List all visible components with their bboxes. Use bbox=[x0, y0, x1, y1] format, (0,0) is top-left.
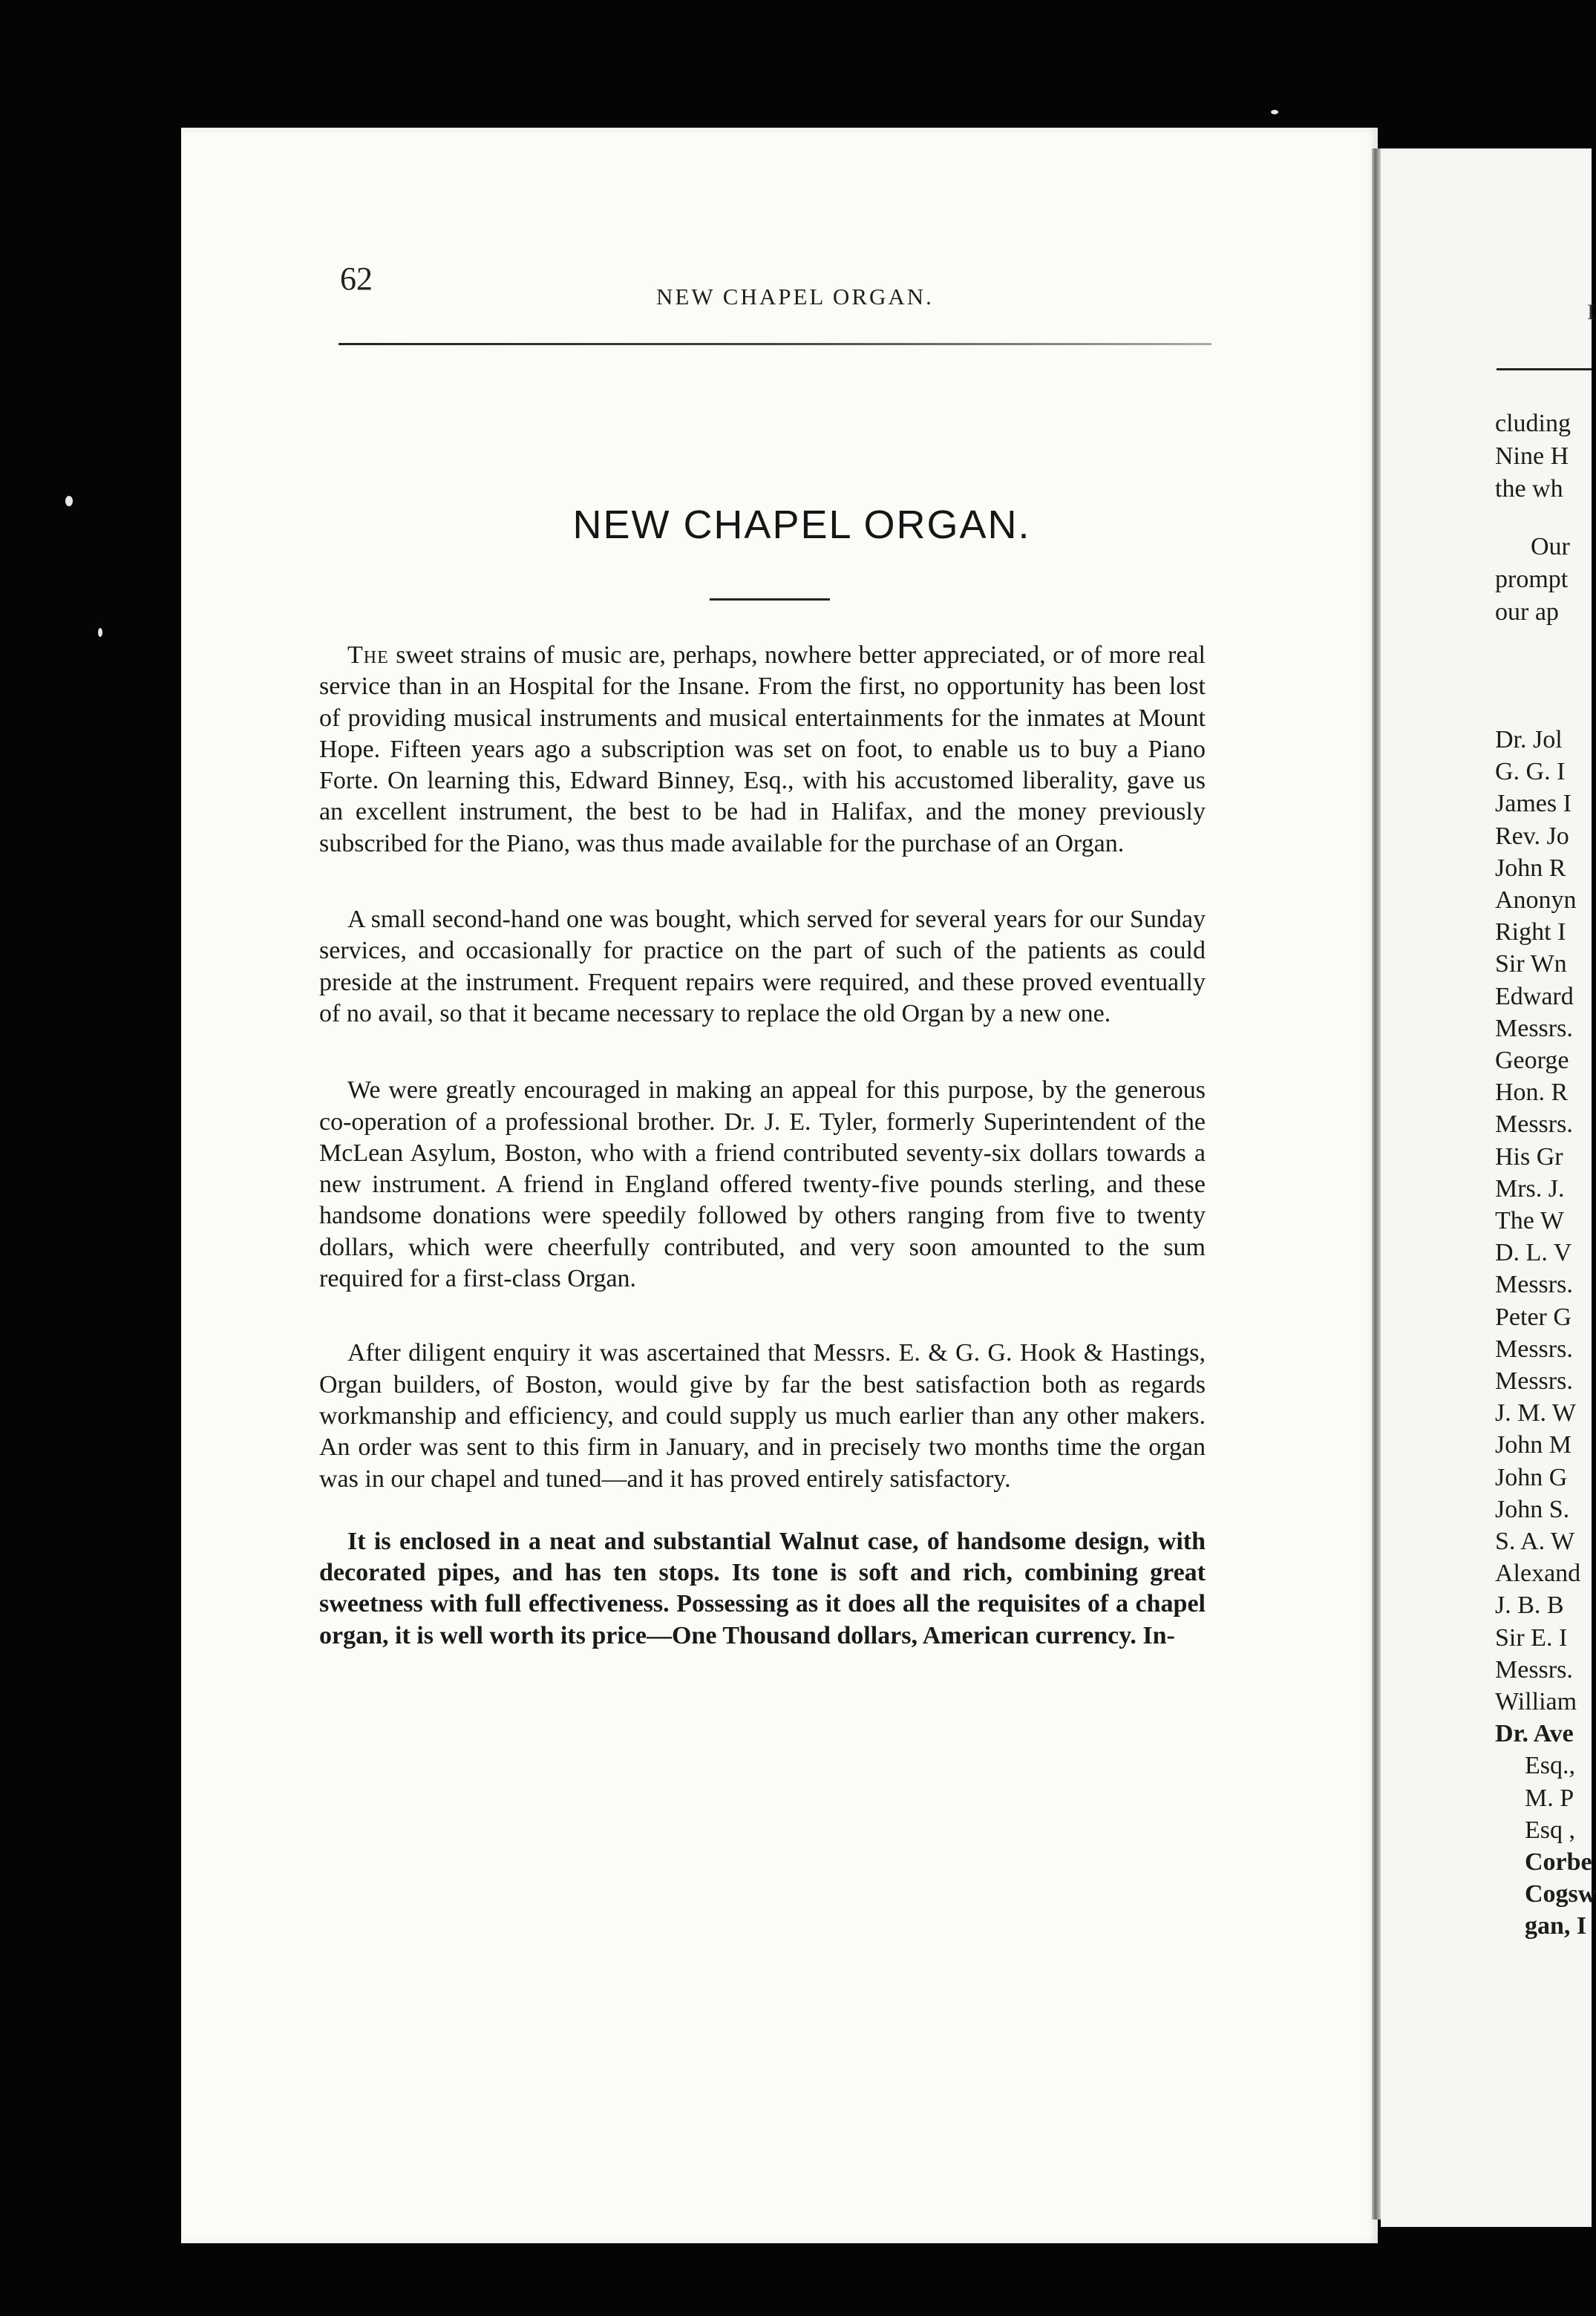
paragraph: After diligent enquiry it was ascertained that Messrs. E. & G. G. Hook & Hastings, Organ builders, of Boston, would give by far the best satisfaction both as regards workmanship and efficiency, and could supply us much earlier than any other makers. An order was sent to this firm in January, and in precisely two months time the organ was in our chapel and tuned—and it has proved entirely satisfactory. bbox=[319, 1339, 1206, 1493]
donor-continuation: M. P bbox=[1525, 1785, 1574, 1812]
running-head: NEW CHAPEL ORGAN. bbox=[656, 284, 934, 310]
donor-name: Messrs. bbox=[1495, 1110, 1573, 1138]
donor-name: James I bbox=[1495, 790, 1572, 817]
donor-continuation: Esq , bbox=[1525, 1816, 1575, 1844]
donor-name: Right I bbox=[1495, 918, 1566, 946]
article-body bbox=[319, 640, 1206, 1652]
donor-name: Dr. Jol bbox=[1495, 726, 1563, 753]
page-number: 62 bbox=[340, 261, 373, 297]
right-page bbox=[1381, 148, 1596, 2227]
facing-text-line: the wh bbox=[1495, 475, 1563, 503]
donor-name: Edward bbox=[1495, 983, 1574, 1010]
donor-name: His Gr bbox=[1495, 1143, 1563, 1171]
donor-name: Sir E. I bbox=[1495, 1624, 1568, 1652]
donor-name: Mrs. J. bbox=[1495, 1175, 1565, 1203]
paragraph: It is enclosed in a neat and substantial Walnut case, of handsome design, with decorated pipes, and has ten stops. Its tone is soft and rich, combining great sweetness with full effectiveness. Possessing as it does all the requisites of a chapel organ, it is well worth its price—One Thousand dollars, American currency. In- bbox=[319, 1527, 1206, 1649]
paragraph-text: sweet strains of music are, perhaps, nowhere better appreciated, or of more real service than in an Hospital for the Insane. From the first, no opportunity has been lost of providing musical instruments and musical entertainments for the inmates at Mount Hope. Fifteen years ago a subscription was set on foot, to enable us to buy a Piano Forte. On learning this, Edward Binney, Esq., with his accustomed liberality, gave us an excellent instrument, the best to be had in Halifax, and the money previously subscribed for the Piano, was thus made available for the purchase of an Organ. bbox=[319, 641, 1206, 857]
donor-name: Dr. Ave bbox=[1495, 1720, 1574, 1747]
paragraph: A small second-hand one was bought, which served for several years for our Sunday services, and occasionally for practice on the part of such of the patients as could preside at the instrument. Frequent repairs were required, and these proved eventually of no avail, so that it became necessary to replace the old Organ by a new one. bbox=[319, 906, 1206, 1027]
facing-text-line: our ap bbox=[1495, 598, 1559, 626]
facing-text-line: Nine H bbox=[1495, 442, 1569, 470]
donor-name: William bbox=[1495, 1688, 1577, 1715]
facing-running-head: I bbox=[1587, 300, 1595, 324]
facing-text-line: Our bbox=[1531, 533, 1570, 560]
donor-continuation: gan, I bbox=[1525, 1912, 1587, 1940]
paragraph-dropcap: The bbox=[347, 641, 389, 669]
donor-name: Messrs. bbox=[1495, 1015, 1573, 1042]
paragraph: We were greatly encouraged in making an appeal for this purpose, by the generous co-operation of a professional brother. Dr. J. E. Tyler, formerly Superintendent of the McLean Asylum, Boston, who with a friend contributed seventy-six dollars towards a new instrument. A friend in England offered twenty-five pounds sterling, and these handsome donations were speedily followed by others ranging from five to twenty dollars, which were cheerfully contributed, and very soon amounted to the sum required for a first-class Organ. bbox=[319, 1076, 1206, 1293]
donor-continuation: Corbe bbox=[1525, 1848, 1592, 1876]
donor-name: Messrs. bbox=[1495, 1335, 1573, 1363]
donor-name: Hon. R bbox=[1495, 1079, 1569, 1106]
header-rule bbox=[339, 343, 1211, 345]
donor-name: G. G. I bbox=[1495, 758, 1566, 785]
donor-name: Alexand bbox=[1495, 1560, 1581, 1587]
paragraph bbox=[319, 640, 1206, 860]
donor-name: S. A. W bbox=[1495, 1528, 1575, 1555]
donor-name: D. L. V bbox=[1495, 1239, 1572, 1266]
donor-name: Messrs. bbox=[1495, 1367, 1573, 1395]
donor-name: George bbox=[1495, 1047, 1569, 1074]
donor-name: John M bbox=[1495, 1431, 1572, 1459]
facing-text-line: prompt bbox=[1495, 566, 1569, 593]
donor-name: Peter G bbox=[1495, 1303, 1572, 1331]
donor-name: Rev. Jo bbox=[1495, 822, 1569, 850]
article-title: NEW CHAPEL ORGAN. bbox=[572, 503, 1031, 547]
donor-name: J. B. B bbox=[1495, 1592, 1564, 1619]
donor-name: The W bbox=[1495, 1207, 1564, 1234]
facing-text-line: cluding bbox=[1495, 410, 1571, 437]
donor-continuation: Esq., bbox=[1525, 1752, 1575, 1779]
donor-continuation: Cogsw bbox=[1525, 1880, 1596, 1908]
donor-name: Messrs. bbox=[1495, 1271, 1573, 1298]
donor-name: John G bbox=[1495, 1464, 1568, 1491]
scan-speck bbox=[98, 628, 102, 637]
facing-header-rule bbox=[1497, 368, 1592, 370]
donor-name: John R bbox=[1495, 854, 1566, 882]
donor-name: J. M. W bbox=[1495, 1399, 1576, 1427]
title-rule bbox=[710, 598, 830, 601]
donor-name: Sir Wn bbox=[1495, 950, 1567, 978]
donor-name: Messrs. bbox=[1495, 1656, 1573, 1684]
book-gutter bbox=[1372, 148, 1381, 2220]
scan-speck bbox=[1271, 110, 1278, 114]
donor-name: John S. bbox=[1495, 1496, 1570, 1523]
donor-name: Anonyn bbox=[1495, 886, 1577, 914]
scan-speck bbox=[65, 496, 73, 506]
